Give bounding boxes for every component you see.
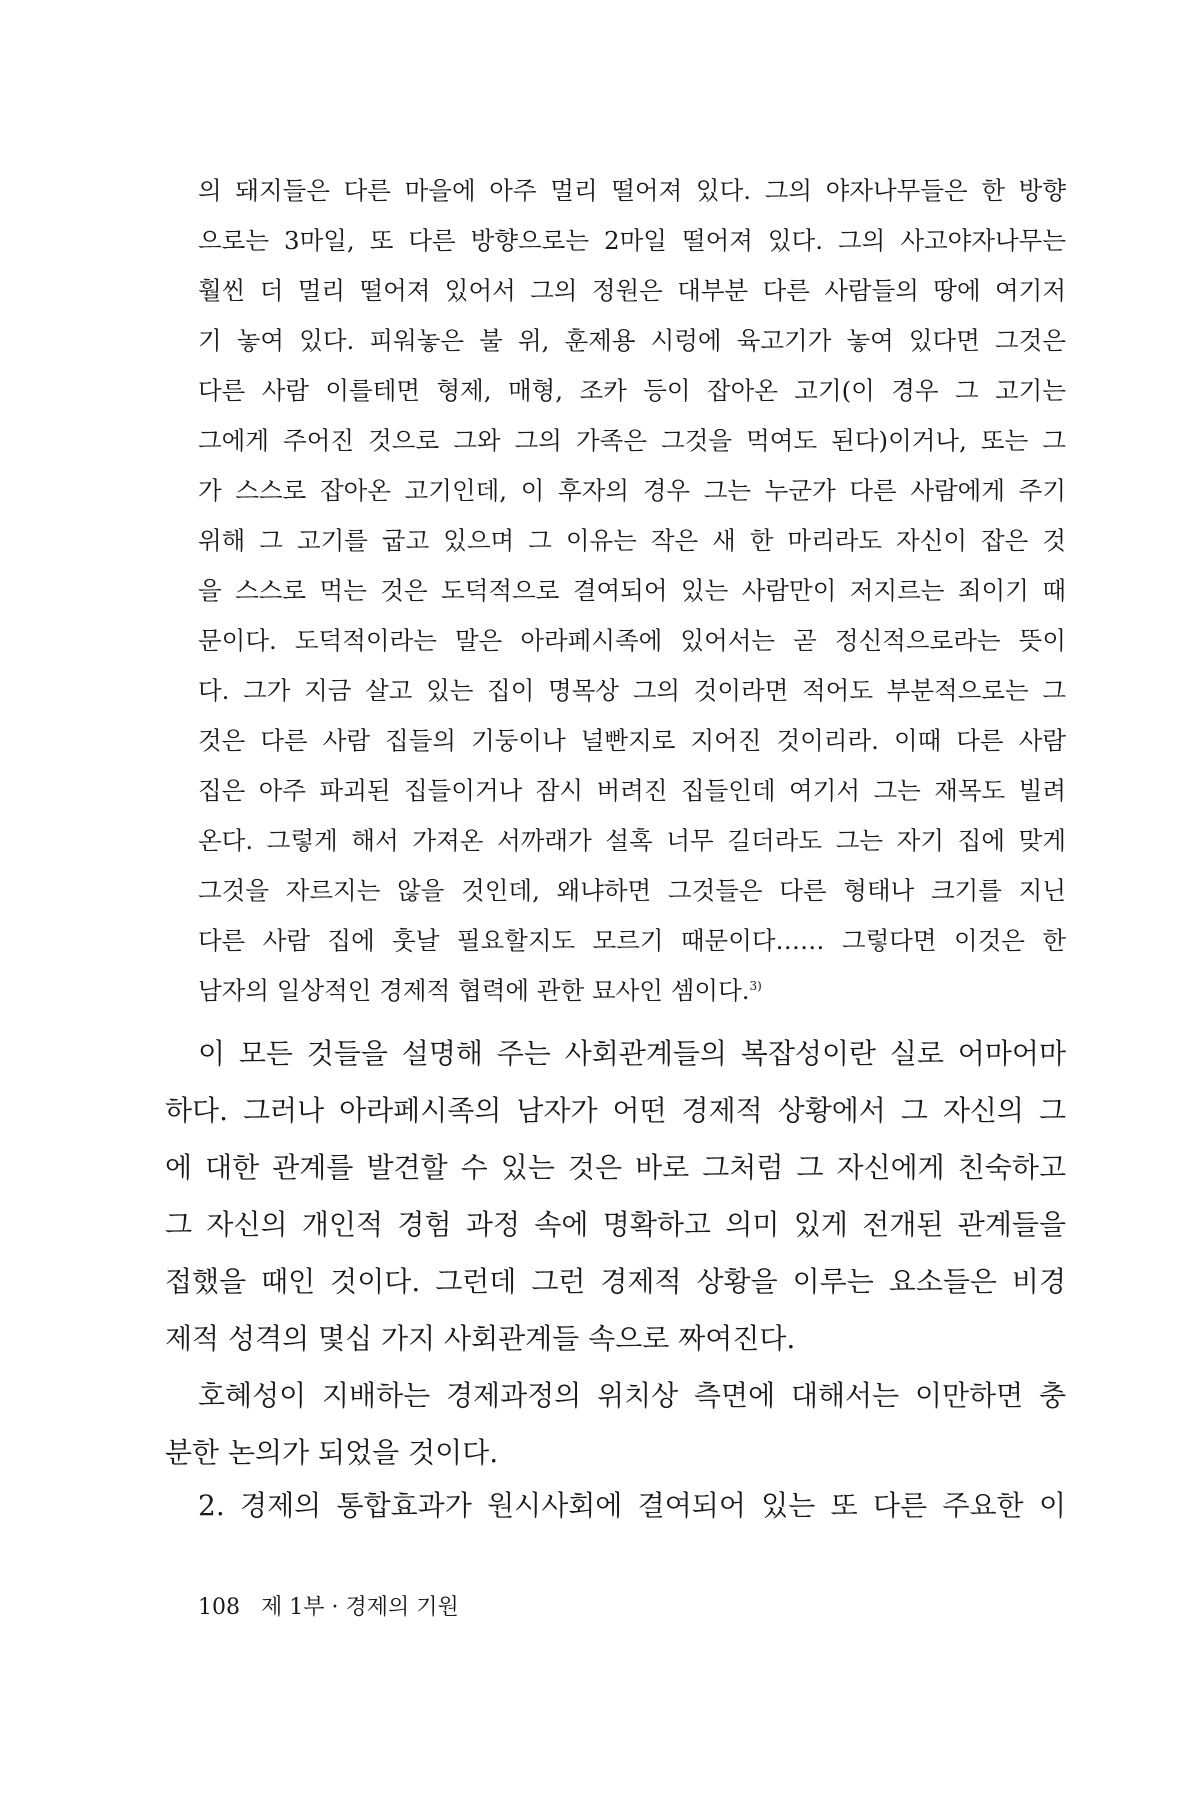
quote-line: 다. 그가 지금 살고 있는 집이 명목상 그의 것이라면 적어도 부분적으로는 그 (198, 676, 1066, 705)
paragraph-line: 접했을 때인 것이다. 그런데 그런 경제적 상황을 이루는 요소들은 비경 (165, 1265, 1066, 1298)
paragraph-line: 호혜성이 지배하는 경제과정의 위치상 측면에 대해서는 이만하면 충 (198, 1379, 1066, 1412)
quote-line: 집은 아주 파괴된 집들이거나 잠시 버려진 집들인데 여기서 그는 재목도 빌려 (198, 776, 1066, 805)
paragraph-line: 그 자신의 개인적 경험 과정 속에 명확하고 의미 있게 전개된 관계들을 (165, 1208, 1066, 1241)
paragraph-line: 하다. 그러나 아라페시족의 남자가 어떤 경제적 상황에서 그 자신의 그 (165, 1094, 1066, 1127)
paragraph-line: 에 대한 관계를 발견할 수 있는 것은 바로 그처럼 그 자신에게 친숙하고 (165, 1151, 1066, 1184)
page-footer (198, 1588, 459, 1628)
quote-line: 훨씬 더 멀리 떨어져 있어서 그의 정원은 대부분 다른 사람들의 땅에 여기저 (198, 276, 1066, 305)
quote-line: 으로는 3마일, 또 다른 방향으로는 2마일 떨어져 있다. 그의 사고야자나무는 (198, 226, 1066, 255)
quote-line: 것은 다른 사람 집들의 기둥이나 널빤지로 지어진 것이리라. 이때 다른 사람 (198, 726, 1066, 755)
quote-line: 을 스스로 먹는 것은 도덕적으로 결여되어 있는 사람만이 저지르는 죄이기 때 (198, 576, 1066, 605)
paragraph-line: 이 모든 것들을 설명해 주는 사회관계들의 복잡성이란 실로 어마어마 (198, 1037, 1066, 1070)
footnote-marker: 3) (749, 978, 762, 993)
quote-line: 의 돼지들은 다른 마을에 아주 멀리 떨어져 있다. 그의 야자나무들은 한 방향 (198, 176, 1066, 205)
quote-line-text: 남자의 일상적인 경제적 협력에 관한 묘사인 셈이다. (198, 976, 750, 1005)
section-start-line: 2. 경제의 통합효과가 원시사회에 결여되어 있는 또 다른 주요한 이 (198, 1489, 1066, 1522)
quote-line: 온다. 그렇게 해서 가져온 서까래가 설혹 너무 길더라도 그는 자기 집에 맞게 (198, 826, 1066, 855)
paragraph-line: 제적 성격의 몇십 가지 사회관계들 속으로 짜여진다. (165, 1322, 796, 1355)
page-number: 108 (198, 1595, 240, 1620)
block-quote (198, 166, 1066, 1016)
quote-line: 기 놓여 있다. 피워놓은 불 위, 훈제용 시렁에 육고기가 놓여 있다면 그것은 (198, 326, 1066, 355)
quote-line: 다른 사람 이를테면 형제, 매형, 조카 등이 잡아온 고기(이 경우 그 고기는 (198, 376, 1066, 405)
quote-line: 문이다. 도덕적이라는 말은 아라페시족에 있어서는 곧 정신적으로라는 뜻이 (198, 626, 1066, 655)
quote-line: 그에게 주어진 것으로 그와 그의 가족은 그것을 먹여도 된다)이거나, 또는 그 (198, 426, 1066, 455)
body-paragraphs (165, 1025, 1066, 1481)
quote-line: 위해 그 고기를 굽고 있으며 그 이유는 작은 새 한 마리라도 자신이 잡은 것 (198, 526, 1066, 555)
running-title: 제 1부 · 경제의 기원 (261, 1595, 459, 1620)
quote-last-line (198, 966, 1066, 1016)
quote-line: 다른 사람 집에 훗날 필요할지도 모르기 때문이다…… 그렇다면 이것은 한 (198, 926, 1066, 955)
quote-line: 그것을 자르지는 않을 것인데, 왜냐하면 그것들은 다른 형태나 크기를 지닌 (198, 876, 1066, 905)
paragraph-line: 분한 논의가 되었을 것이다. (165, 1436, 499, 1469)
quote-line: 가 스스로 잡아온 고기인데, 이 후자의 경우 그는 누군가 다른 사람에게 주기 (198, 476, 1066, 505)
